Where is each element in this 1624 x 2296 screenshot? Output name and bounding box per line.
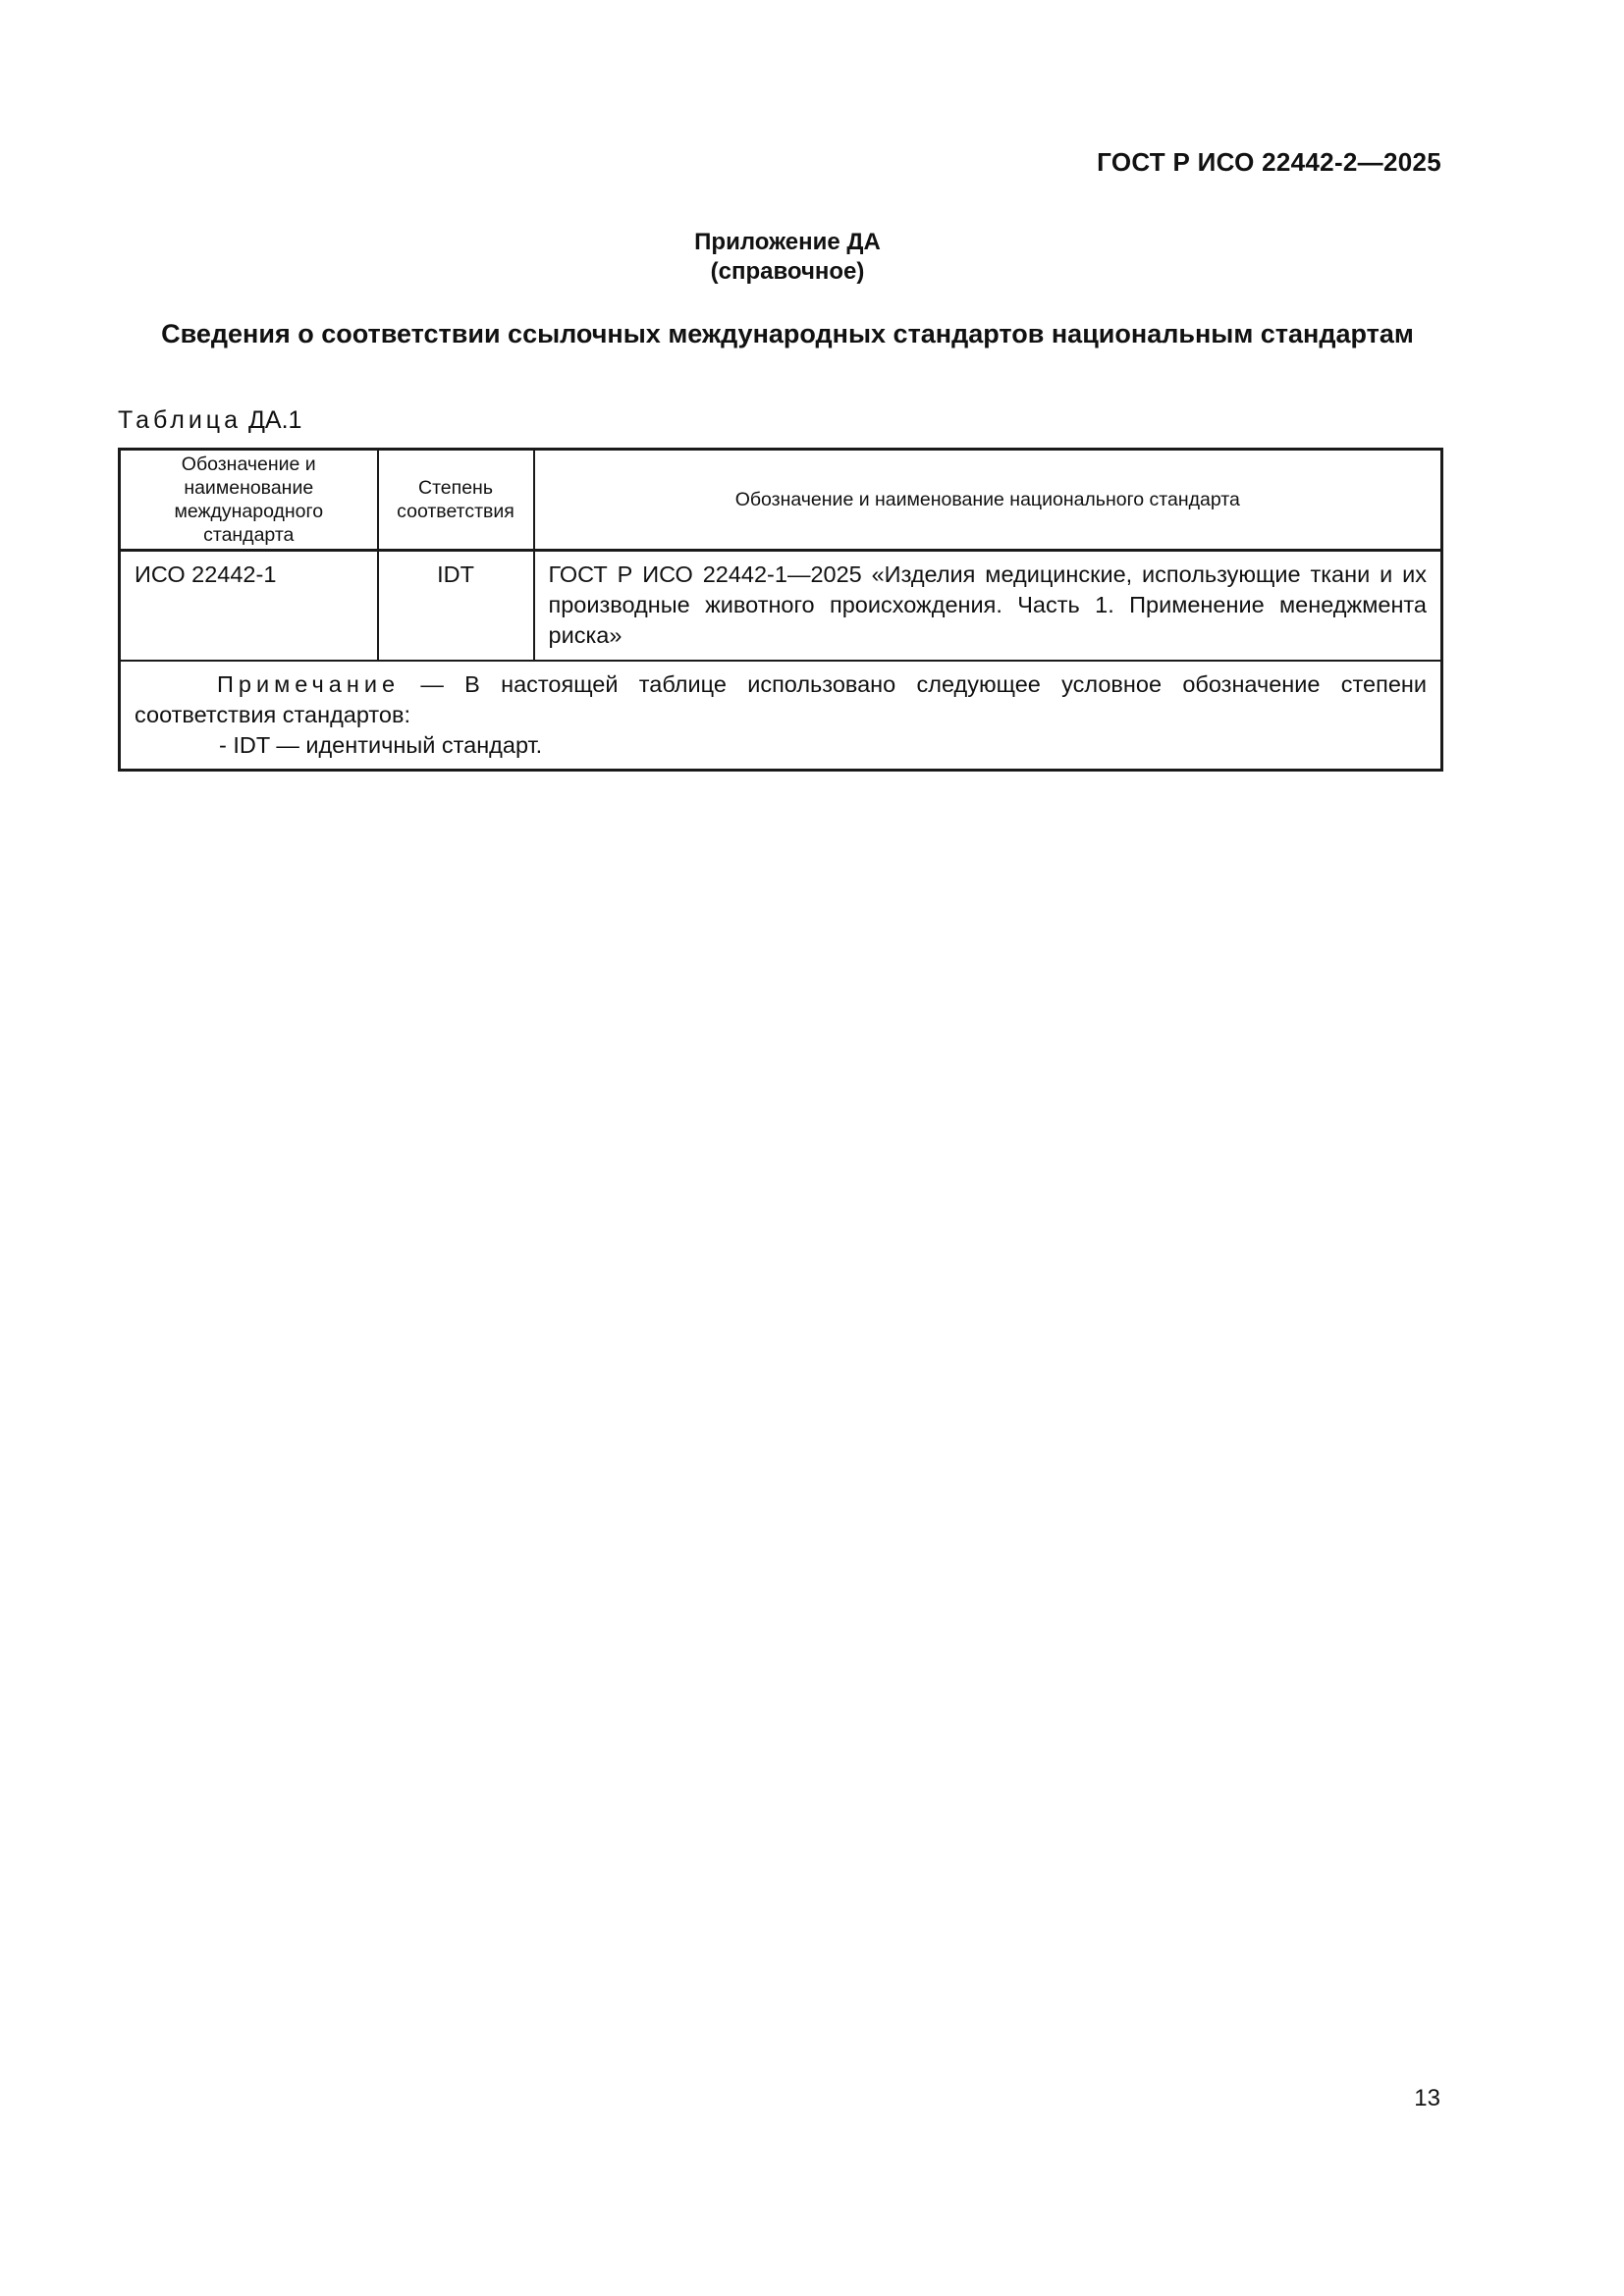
note-label: Примечание — [217, 671, 401, 697]
header-international-standard: Обозначение и наименование международного стандарта — [120, 450, 378, 551]
table-note — [120, 661, 1442, 771]
page-number: 13 — [1414, 2085, 1440, 2111]
header-degree-of-conformity: Степень соответствия — [378, 450, 534, 551]
header-national-standard: Обозначение и наименование национального стандарта — [534, 450, 1442, 551]
cell-degree-of-conformity: IDT — [378, 551, 534, 662]
table-caption — [118, 406, 301, 435]
appendix-subtitle: (справочное) — [710, 258, 865, 285]
conformity-table — [118, 448, 1443, 772]
note-paragraph — [135, 669, 1427, 730]
cell-national-standard: ГОСТ Р ИСО 22442-1—2025 «Изделия медицинские, использующие ткани и их производные животного происхождения. Часть 1. Применение менеджмента риска» — [534, 551, 1442, 662]
table-row — [120, 551, 1442, 662]
table-caption-number: ДА.1 — [247, 406, 302, 434]
table-note-row — [120, 661, 1442, 771]
note-dash: — — [420, 671, 444, 697]
note-text: В настоящей таблице использовано следующее условное обозначение степени соответствия стандартов: — [135, 671, 1427, 727]
table-header-row — [120, 450, 1442, 551]
cell-international-standard: ИСО 22442-1 — [120, 551, 378, 662]
table-caption-label: Таблица — [118, 406, 243, 434]
document-code: ГОСТ Р ИСО 22442-2—2025 — [1097, 147, 1441, 177]
appendix-title: Приложение ДА — [694, 229, 881, 255]
note-list-item: - IDT — идентичный стандарт. — [219, 732, 543, 758]
section-title: Сведения о соответствии ссылочных международных стандартов национальным стандартам — [161, 319, 1414, 348]
appendix-heading — [0, 228, 1575, 287]
